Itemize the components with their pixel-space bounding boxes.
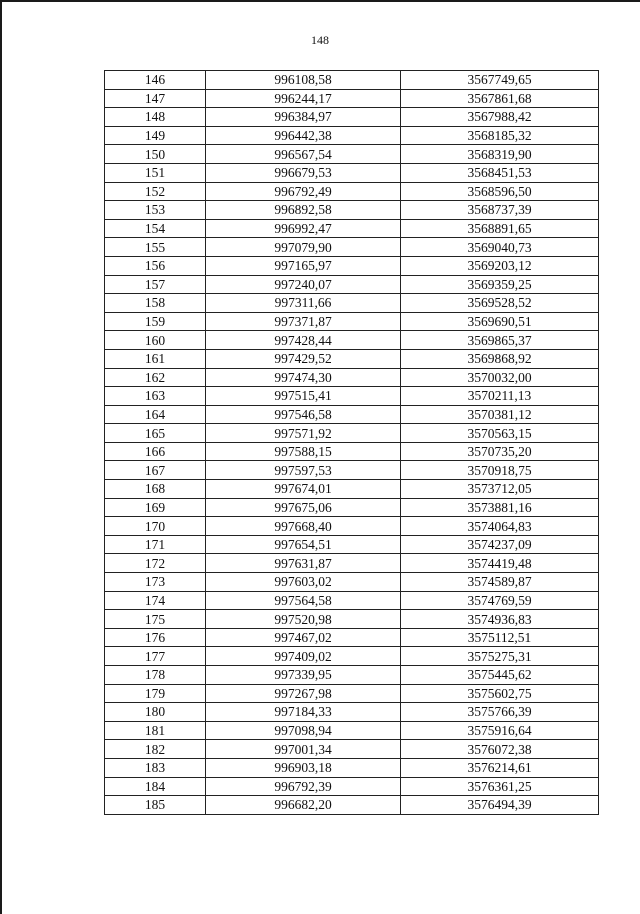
point-number-cell: 180 <box>105 703 206 722</box>
table-row <box>105 219 599 238</box>
y-coordinate-cell: 3576494,39 <box>401 796 599 815</box>
point-number-cell: 175 <box>105 610 206 629</box>
x-coordinate-cell: 996679,53 <box>206 163 401 182</box>
table-row <box>105 387 599 406</box>
table-row <box>105 349 599 368</box>
table-row <box>105 796 599 815</box>
table-body <box>105 71 599 815</box>
point-number-cell: 163 <box>105 387 206 406</box>
table-row <box>105 201 599 220</box>
table-row <box>105 108 599 127</box>
table-row <box>105 554 599 573</box>
y-coordinate-cell: 3569359,25 <box>401 275 599 294</box>
y-coordinate-cell: 3568319,90 <box>401 145 599 164</box>
y-coordinate-cell: 3568737,39 <box>401 201 599 220</box>
point-number-cell: 178 <box>105 666 206 685</box>
table-row <box>105 294 599 313</box>
point-number-cell: 165 <box>105 424 206 443</box>
y-coordinate-cell: 3570563,15 <box>401 424 599 443</box>
x-coordinate-cell: 996792,39 <box>206 777 401 796</box>
table-row <box>105 312 599 331</box>
x-coordinate-cell: 996992,47 <box>206 219 401 238</box>
table-row <box>105 182 599 201</box>
y-coordinate-cell: 3575766,39 <box>401 703 599 722</box>
x-coordinate-cell: 997571,92 <box>206 424 401 443</box>
y-coordinate-cell: 3569690,51 <box>401 312 599 331</box>
y-coordinate-cell: 3568185,32 <box>401 126 599 145</box>
y-coordinate-cell: 3570032,00 <box>401 368 599 387</box>
point-number-cell: 181 <box>105 721 206 740</box>
table-row <box>105 461 599 480</box>
point-number-cell: 155 <box>105 238 206 257</box>
y-coordinate-cell: 3567988,42 <box>401 108 599 127</box>
table-row <box>105 703 599 722</box>
point-number-cell: 156 <box>105 256 206 275</box>
table-row <box>105 405 599 424</box>
y-coordinate-cell: 3574419,48 <box>401 554 599 573</box>
point-number-cell: 170 <box>105 517 206 536</box>
point-number-cell: 182 <box>105 740 206 759</box>
table-row <box>105 777 599 796</box>
x-coordinate-cell: 996682,20 <box>206 796 401 815</box>
x-coordinate-cell: 996903,18 <box>206 758 401 777</box>
x-coordinate-cell: 997546,58 <box>206 405 401 424</box>
point-number-cell: 150 <box>105 145 206 164</box>
point-number-cell: 185 <box>105 796 206 815</box>
point-number-cell: 149 <box>105 126 206 145</box>
table-row <box>105 89 599 108</box>
x-coordinate-cell: 996567,54 <box>206 145 401 164</box>
y-coordinate-cell: 3570211,13 <box>401 387 599 406</box>
y-coordinate-cell: 3569528,52 <box>401 294 599 313</box>
point-number-cell: 158 <box>105 294 206 313</box>
x-coordinate-cell: 996442,38 <box>206 126 401 145</box>
x-coordinate-cell: 996792,49 <box>206 182 401 201</box>
x-coordinate-cell: 996384,97 <box>206 108 401 127</box>
table-row <box>105 424 599 443</box>
y-coordinate-cell: 3570735,20 <box>401 442 599 461</box>
x-coordinate-cell: 997184,33 <box>206 703 401 722</box>
y-coordinate-cell: 3575916,64 <box>401 721 599 740</box>
x-coordinate-cell: 997474,30 <box>206 368 401 387</box>
point-number-cell: 167 <box>105 461 206 480</box>
y-coordinate-cell: 3568891,65 <box>401 219 599 238</box>
table-row <box>105 628 599 647</box>
y-coordinate-cell: 3576361,25 <box>401 777 599 796</box>
table-row <box>105 368 599 387</box>
y-coordinate-cell: 3568596,50 <box>401 182 599 201</box>
x-coordinate-cell: 997515,41 <box>206 387 401 406</box>
point-number-cell: 162 <box>105 368 206 387</box>
table-row <box>105 721 599 740</box>
x-coordinate-cell: 996108,58 <box>206 71 401 90</box>
y-coordinate-cell: 3574936,83 <box>401 610 599 629</box>
y-coordinate-cell: 3567749,65 <box>401 71 599 90</box>
y-coordinate-cell: 3576214,61 <box>401 758 599 777</box>
point-number-cell: 160 <box>105 331 206 350</box>
table-row <box>105 517 599 536</box>
x-coordinate-cell: 997603,02 <box>206 573 401 592</box>
table-row <box>105 238 599 257</box>
y-coordinate-cell: 3576072,38 <box>401 740 599 759</box>
x-coordinate-cell: 997098,94 <box>206 721 401 740</box>
y-coordinate-cell: 3574769,59 <box>401 591 599 610</box>
y-coordinate-cell: 3574064,83 <box>401 517 599 536</box>
page-number: 148 <box>311 33 329 47</box>
point-number-cell: 184 <box>105 777 206 796</box>
x-coordinate-cell: 997311,66 <box>206 294 401 313</box>
point-number-cell: 164 <box>105 405 206 424</box>
point-number-cell: 183 <box>105 758 206 777</box>
table-row <box>105 591 599 610</box>
y-coordinate-cell: 3569203,12 <box>401 256 599 275</box>
x-coordinate-cell: 997564,58 <box>206 591 401 610</box>
table-row <box>105 573 599 592</box>
point-number-cell: 151 <box>105 163 206 182</box>
point-number-cell: 154 <box>105 219 206 238</box>
point-number-cell: 161 <box>105 349 206 368</box>
x-coordinate-cell: 997240,07 <box>206 275 401 294</box>
y-coordinate-cell: 3575112,51 <box>401 628 599 647</box>
table-row <box>105 145 599 164</box>
x-coordinate-cell: 997631,87 <box>206 554 401 573</box>
x-coordinate-cell: 997675,06 <box>206 498 401 517</box>
x-coordinate-cell: 996244,17 <box>206 89 401 108</box>
x-coordinate-cell: 997001,34 <box>206 740 401 759</box>
y-coordinate-cell: 3568451,53 <box>401 163 599 182</box>
point-number-cell: 169 <box>105 498 206 517</box>
x-coordinate-cell: 997520,98 <box>206 610 401 629</box>
x-coordinate-cell: 997409,02 <box>206 647 401 666</box>
x-coordinate-cell: 997429,52 <box>206 349 401 368</box>
point-number-cell: 177 <box>105 647 206 666</box>
point-number-cell: 172 <box>105 554 206 573</box>
table-row <box>105 666 599 685</box>
x-coordinate-cell: 997467,02 <box>206 628 401 647</box>
table-row <box>105 256 599 275</box>
table-row <box>105 758 599 777</box>
x-coordinate-cell: 997654,51 <box>206 535 401 554</box>
point-number-cell: 171 <box>105 535 206 554</box>
x-coordinate-cell: 997339,95 <box>206 666 401 685</box>
table-row <box>105 498 599 517</box>
point-number-cell: 173 <box>105 573 206 592</box>
x-coordinate-cell: 996892,58 <box>206 201 401 220</box>
table-row <box>105 275 599 294</box>
x-coordinate-cell: 997668,40 <box>206 517 401 536</box>
point-number-cell: 174 <box>105 591 206 610</box>
point-number-cell: 159 <box>105 312 206 331</box>
y-coordinate-cell: 3574589,87 <box>401 573 599 592</box>
y-coordinate-cell: 3575602,75 <box>401 684 599 703</box>
y-coordinate-cell: 3569040,73 <box>401 238 599 257</box>
x-coordinate-cell: 997674,01 <box>206 480 401 499</box>
y-coordinate-cell: 3570381,12 <box>401 405 599 424</box>
point-number-cell: 148 <box>105 108 206 127</box>
point-number-cell: 152 <box>105 182 206 201</box>
table-row <box>105 610 599 629</box>
table-row <box>105 126 599 145</box>
y-coordinate-cell: 3573881,16 <box>401 498 599 517</box>
point-number-cell: 179 <box>105 684 206 703</box>
x-coordinate-cell: 997079,90 <box>206 238 401 257</box>
table-row <box>105 647 599 666</box>
y-coordinate-cell: 3569868,92 <box>401 349 599 368</box>
x-coordinate-cell: 997267,98 <box>206 684 401 703</box>
x-coordinate-cell: 997428,44 <box>206 331 401 350</box>
table-row <box>105 163 599 182</box>
point-number-cell: 168 <box>105 480 206 499</box>
y-coordinate-cell: 3570918,75 <box>401 461 599 480</box>
point-number-cell: 157 <box>105 275 206 294</box>
y-coordinate-cell: 3575445,62 <box>401 666 599 685</box>
table-row <box>105 480 599 499</box>
x-coordinate-cell: 997588,15 <box>206 442 401 461</box>
point-number-cell: 146 <box>105 71 206 90</box>
point-number-cell: 176 <box>105 628 206 647</box>
table-row <box>105 331 599 350</box>
y-coordinate-cell: 3575275,31 <box>401 647 599 666</box>
coordinates-table <box>104 70 599 815</box>
y-coordinate-cell: 3574237,09 <box>401 535 599 554</box>
point-number-cell: 166 <box>105 442 206 461</box>
table-row <box>105 442 599 461</box>
x-coordinate-cell: 997597,53 <box>206 461 401 480</box>
point-number-cell: 147 <box>105 89 206 108</box>
x-coordinate-cell: 997371,87 <box>206 312 401 331</box>
table-row <box>105 71 599 90</box>
table-row <box>105 535 599 554</box>
y-coordinate-cell: 3573712,05 <box>401 480 599 499</box>
table-row <box>105 684 599 703</box>
y-coordinate-cell: 3567861,68 <box>401 89 599 108</box>
point-number-cell: 153 <box>105 201 206 220</box>
y-coordinate-cell: 3569865,37 <box>401 331 599 350</box>
x-coordinate-cell: 997165,97 <box>206 256 401 275</box>
table-row <box>105 740 599 759</box>
